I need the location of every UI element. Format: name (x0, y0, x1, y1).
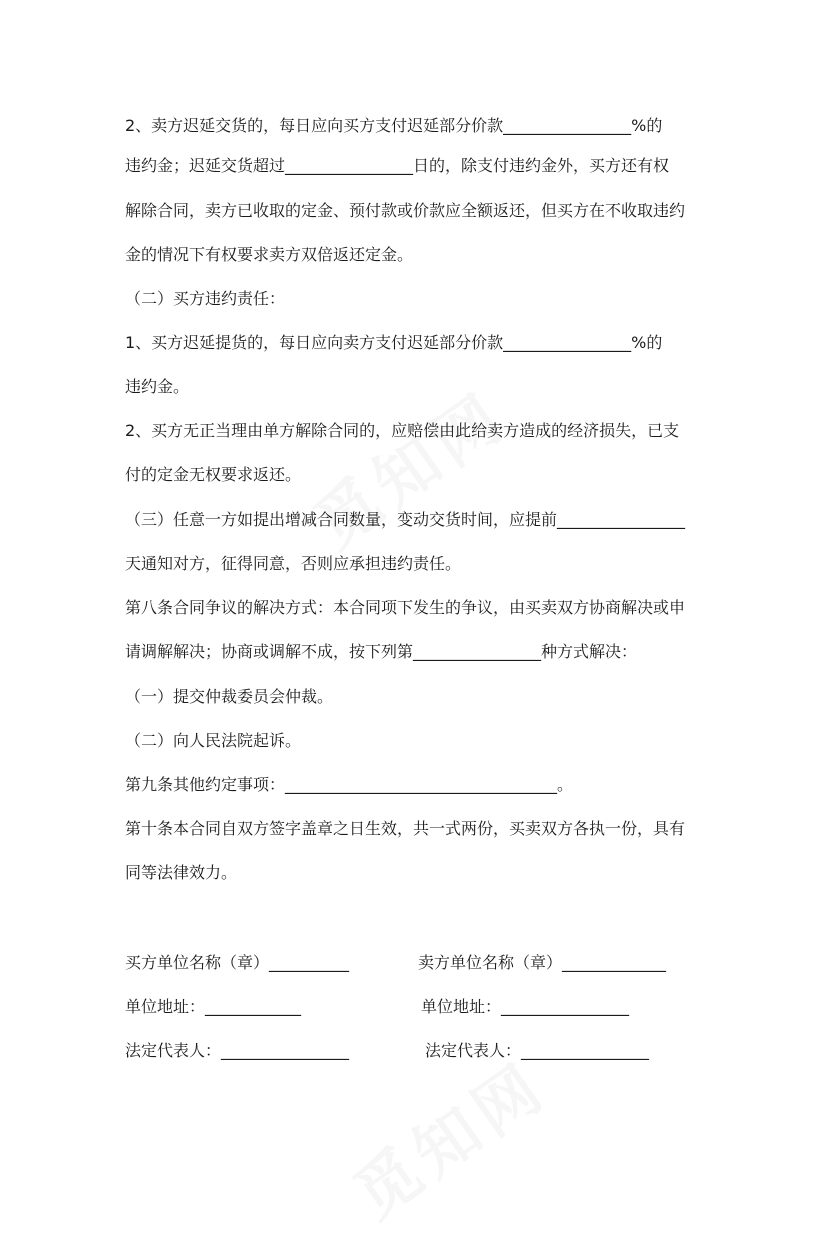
buyer-address-field: 单位地址：____________ (125, 997, 302, 1016)
paragraph-line: （二）向人民法院起诉。 (125, 731, 302, 750)
paragraph-line: 违约金。 (125, 377, 190, 396)
paragraph-line: 第八条合同争议的解决方式：本合同项下发生的争议，由买卖双方协商解决或申 (125, 598, 686, 617)
paragraph-line: 解除合同，卖方已收取的定金、预付款或价款应全额返还，但买方在不收取违约 (125, 201, 686, 220)
paragraph-line: 天通知对方，征得同意，否则应承担违约责任。 (125, 554, 462, 573)
paragraph-line: 第九条其他约定事项：__________________________________。 (125, 775, 574, 794)
paragraph-line: （一）提交仲裁委员会仲裁。 (125, 687, 334, 706)
paragraph-line: 2、买方无正当理由单方解除合同的，应赔偿由此给卖方造成的经济损失，已支 (125, 421, 680, 440)
paragraph-line: 同等法律效力。 (125, 863, 238, 882)
seller-name-field: 卖方单位名称（章）_____________ (418, 953, 667, 972)
watermark-bottom (333, 1036, 563, 1235)
paragraph-line: 违约金；迟延交货超过________________日的，除支付违约金外，买方还有权 (125, 156, 670, 175)
buyer-rep-field: 法定代表人：________________ (125, 1041, 350, 1060)
paragraph-line: 金的情况下有权要求卖方双倍返还定金。 (125, 245, 414, 264)
paragraph-line: 付的定金无权要求返还。 (125, 465, 302, 484)
buyer-name-field: 买方单位名称（章）__________ (125, 953, 350, 972)
paragraph-line: 请调解解决；协商或调解不成，按下列第________________种方式解决： (125, 642, 638, 661)
section-heading: （二）买方违约责任： (125, 289, 286, 308)
paragraph-line: 第十条本合同自双方签字盖章之日生效，共一式两份，买卖双方各执一份，具有 (125, 819, 686, 838)
seller-rep-field: 法定代表人：________________ (425, 1041, 650, 1060)
paragraph-line: 2、卖方迟延交货的，每日应向买方支付迟延部分价款________________%的 (125, 116, 663, 135)
paragraph-line: 1、买方迟延提货的，每日应向卖方支付迟延部分价款________________%的 (125, 333, 663, 352)
paragraph-line: （三）任意一方如提出增减合同数量，变动交货时间，应提前________________ (125, 510, 686, 529)
seller-address-field: 单位地址：________________ (421, 997, 630, 1016)
